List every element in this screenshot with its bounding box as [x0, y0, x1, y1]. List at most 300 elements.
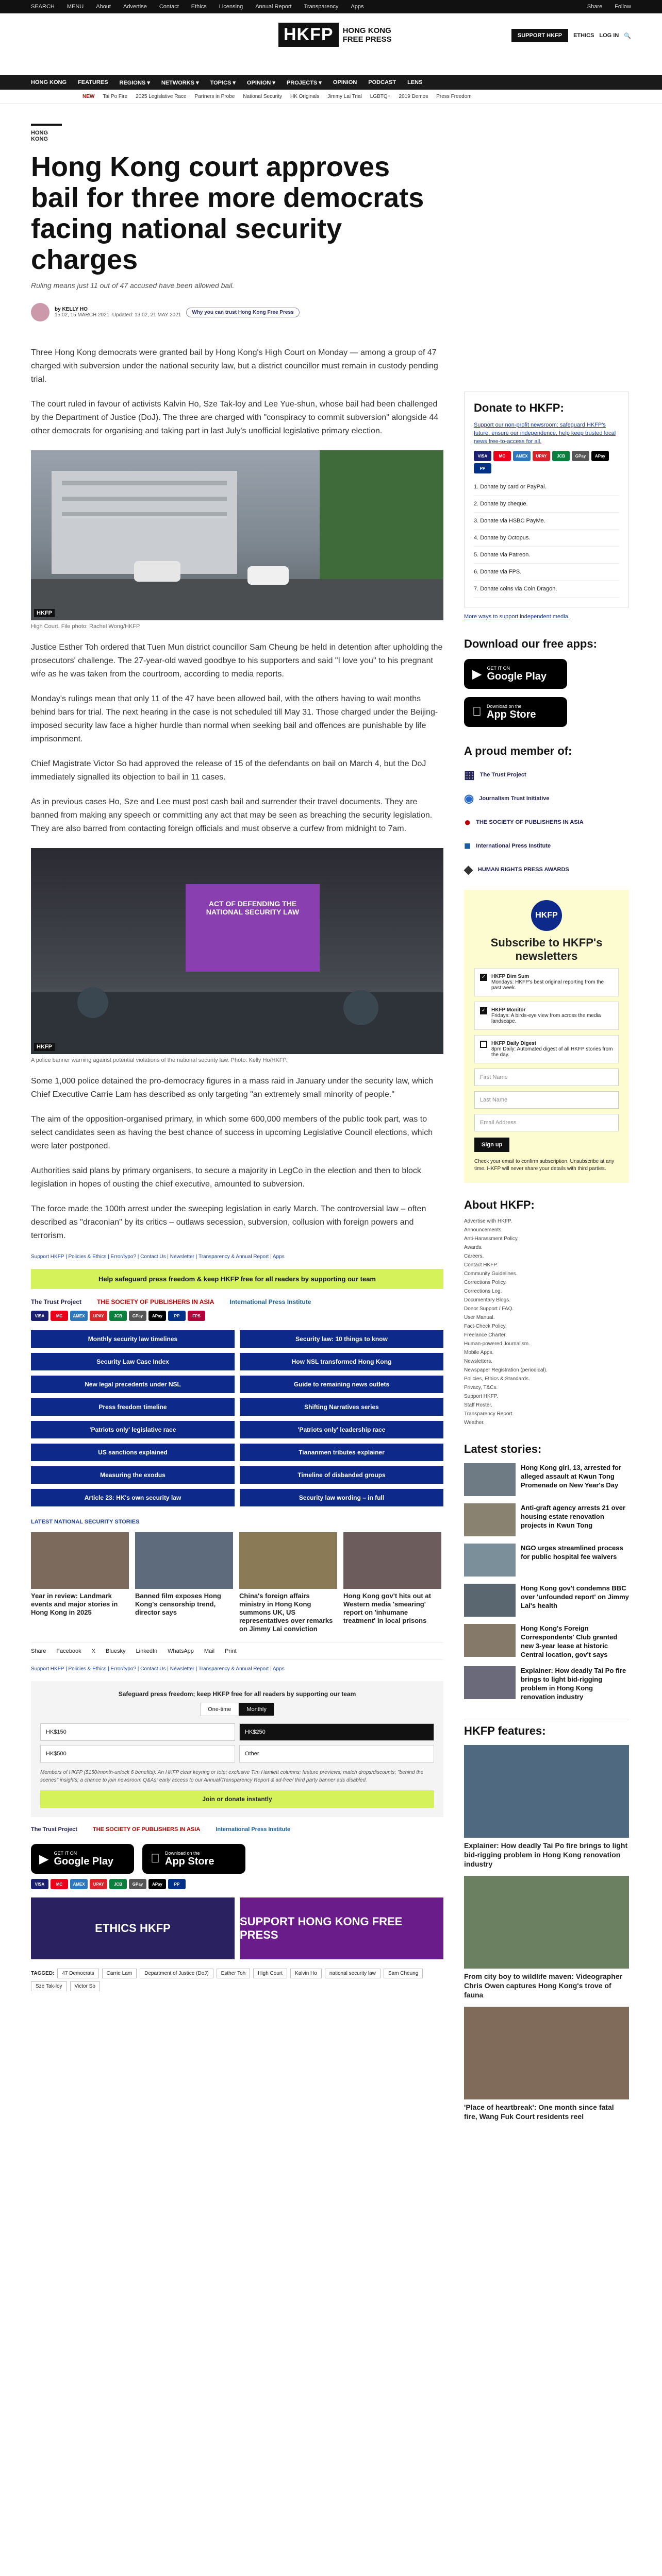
about-link[interactable]: Documentary Blogs. — [464, 1297, 511, 1303]
newsletter-desc: 8pm Daily: Automated digest of all HKFP stories from the day. — [491, 1046, 613, 1058]
share-print[interactable]: Print — [225, 1648, 237, 1654]
about-link[interactable]: Freelance Charter. — [464, 1332, 507, 1338]
mastercard-icon: MC — [51, 1879, 68, 1889]
nav-regions[interactable]: REGIONS ▾ — [119, 79, 150, 86]
publish-date: 15:02, 15 MARCH 2021 — [55, 312, 110, 318]
explainer-button[interactable]: Shifting Narratives series — [240, 1398, 443, 1416]
donate-option[interactable]: 1. Donate by card or PayPal. — [474, 479, 619, 496]
related-heading: LATEST NATIONAL SECURITY STORIES — [31, 1519, 140, 1525]
tag[interactable]: High Court — [253, 1969, 287, 1978]
about-link[interactable]: Newspaper Registration (periodical). — [464, 1367, 548, 1373]
latest-story-title[interactable]: NGO urges streamlined process for public hospital fee waivers — [521, 1544, 623, 1561]
newsletter-title: Subscribe to HKFP's newsletters — [490, 936, 603, 962]
support-green-banner[interactable]: Help safeguard press freedom & keep HKFP free for all readers by supporting our team — [31, 1269, 443, 1289]
donate-widget — [31, 1681, 443, 1817]
email-input[interactable]: Email Address — [474, 1114, 619, 1131]
about-link[interactable]: Transparency Report. — [464, 1411, 514, 1417]
paragraph: Authorities said plans by primary organisers, to secure a majority in LegCo in the election and then to block legislation in hopes of ousting the chief executive, amounted to subversion. — [31, 1166, 421, 1189]
topbar-menu[interactable]: MENU — [67, 4, 84, 10]
tag[interactable]: Sam Cheung — [384, 1969, 423, 1978]
feature-image — [464, 1745, 629, 1838]
amex-icon: AMEX — [70, 1311, 88, 1321]
share-facebook[interactable]: Facebook — [56, 1648, 81, 1654]
subnav-item[interactable]: National Security — [243, 94, 282, 99]
top-utility-bar — [0, 0, 662, 13]
nav-opinion-menu[interactable]: OPINION ▾ — [246, 79, 275, 86]
member-jti[interactable] — [464, 792, 629, 805]
google-play-button[interactable] — [464, 659, 567, 689]
mastercard-icon: MC — [51, 1311, 68, 1321]
checkbox-checked-icon[interactable]: ✓ — [480, 974, 487, 981]
member-label: The Trust Project — [479, 772, 526, 778]
explainer-button[interactable]: New legal precedents under NSL — [31, 1376, 235, 1393]
tag[interactable]: Sze Tak-loy — [31, 1981, 67, 1991]
latest-title: Latest stories: — [464, 1443, 542, 1455]
app-store-small: Download on the — [477, 703, 512, 709]
related-title[interactable]: Year in review: Landmark events and major stories in Hong Kong in 2025 — [31, 1592, 118, 1616]
google-play-icon: ▶ — [39, 1852, 49, 1866]
member-label: THE SOCIETY OF PUBLISHERS IN ASIA — [476, 819, 584, 825]
donate-option[interactable]: 5. Donate via Patreon. — [474, 547, 619, 564]
google-play-big: Google Play — [54, 1855, 114, 1867]
related-card[interactable] — [343, 1532, 441, 1633]
logo-text-line2: FREE PRESS — [342, 35, 392, 44]
member-sopa[interactable] — [464, 816, 629, 829]
explainer-button[interactable]: Article 23: HK's own security law — [31, 1489, 235, 1506]
jcb-icon: JCB — [552, 451, 570, 461]
subnav-item[interactable]: LGBTQ+ — [370, 94, 391, 99]
nav-networks[interactable]: NETWORKS ▾ — [161, 79, 199, 86]
google-pay-icon: GPay — [572, 451, 589, 461]
explainer-button[interactable]: US sanctions explained — [31, 1444, 235, 1461]
about-link[interactable]: Weather. — [464, 1420, 485, 1426]
feature-card[interactable] — [464, 2007, 629, 2121]
first-name-input[interactable]: First Name — [474, 1069, 619, 1086]
feature-title[interactable]: From city boy to wildlife maven: Videographer Chris Owen captures Hong Kong's trove of fauna — [464, 1972, 623, 1999]
photo-illustration — [31, 848, 443, 1054]
logo-mark: HKFP — [278, 23, 339, 47]
topbar-transparency[interactable]: Transparency — [304, 4, 339, 10]
support-hkfp-button[interactable]: SUPPORT HKFP — [511, 29, 568, 42]
explainer-button[interactable]: Security law: 10 things to know — [240, 1330, 443, 1348]
app-store-button[interactable] — [464, 697, 567, 727]
photo-credit-tag: HKFP — [34, 1043, 55, 1051]
paypal-icon: PP — [168, 1311, 186, 1321]
topbar-ethics[interactable]: Ethics — [191, 4, 207, 10]
paragraph: The force made the 100th arrest under the sweeping legislation in early March. The controversial law – often described as "draconian" by its critics – outlaws secession, subversion, collusion with foreign powers and terrorism. — [31, 1205, 426, 1240]
site-logo[interactable] — [278, 23, 392, 47]
hkfp-round-logo: HKFP — [531, 900, 562, 931]
paragraph: Three Hong Kong democrats were granted bail by Hong Kong's High Court on Monday — among a group of 47 charged with subversion under the national security law, but a district councillor must remain in custody pending trial. — [31, 348, 438, 384]
ipi-logo[interactable]: International Press Institute — [216, 1826, 291, 1833]
about-link[interactable]: Mobile Apps. — [464, 1350, 494, 1355]
hrpa-icon: ◆ — [464, 863, 473, 876]
payment-logos-2 — [31, 1879, 443, 1889]
subnav-item[interactable]: 2019 Demos — [399, 94, 428, 99]
explainer-button-grid — [31, 1330, 443, 1506]
latest-thumb — [464, 1624, 516, 1657]
visa-icon: VISA — [31, 1311, 48, 1321]
tag[interactable]: Esther Toh — [217, 1969, 251, 1978]
latest-story-title[interactable]: Explainer: How deadly Tai Po fire brings to light bid-rigging problem in Hong Kong renovation industry — [521, 1667, 626, 1701]
payment-logos — [31, 1311, 443, 1321]
tags-label: TAGGED: — [31, 1971, 55, 1976]
visa-icon: VISA — [474, 451, 491, 461]
jcb-icon: JCB — [109, 1879, 127, 1889]
tag[interactable]: Department of Justice (DoJ) — [140, 1969, 213, 1978]
byline — [31, 303, 443, 321]
google-pay-icon: GPay — [129, 1311, 146, 1321]
member-trust-project[interactable] — [464, 768, 629, 782]
nav-opinion[interactable]: OPINION — [333, 79, 357, 86]
latest-story-title[interactable]: Hong Kong's Foreign Correspondents' Club granted new 3-year lease at historic Central location, gov't says — [521, 1624, 618, 1658]
donate-option[interactable]: 7. Donate coins via Coin Dragon. — [474, 581, 619, 598]
unionpay-icon: UPAY — [90, 1311, 107, 1321]
app-store-big: App Store — [156, 1855, 205, 1867]
feature-title[interactable]: 'Place of heartbreak': One month since fatal fire, Wang Fuk Court residents reel — [464, 2103, 614, 2121]
sopa-icon: ● — [464, 816, 471, 828]
sidebar-payment-logos — [474, 451, 619, 473]
google-play-icon: ▶ — [472, 667, 482, 681]
amount-options — [40, 1723, 434, 1762]
subnav-item[interactable]: Jimmy Lai Trial — [327, 94, 362, 99]
unionpay-icon: UPAY — [90, 1879, 107, 1889]
jcb-icon: JCB — [109, 1311, 127, 1321]
topbar-follow[interactable]: Follow — [615, 4, 631, 10]
latest-thumb — [464, 1503, 516, 1536]
about-link[interactable]: Human-powered Journalism. — [464, 1341, 530, 1347]
ethics-promo-banner[interactable]: ETHICS HKFP — [31, 1897, 235, 1959]
member-logos — [31, 1298, 443, 1306]
paragraph: As in previous cases Ho, Sze and Lee must post cash bail and surrender their travel documents. They are banned from making any speech or committing any act that may be seen as breaching the security legislation. They are also barred from contacting foreign officials and must observe a curfew from midnight to 7am. — [31, 798, 433, 833]
feature-image — [464, 1876, 629, 1969]
sub-nav — [0, 90, 662, 104]
apple-icon — [151, 1852, 160, 1866]
google-play-button[interactable] — [31, 1844, 134, 1874]
donate-text[interactable]: Support our non-profit newsroom: safeguard HKFP's future, ensure our independence, help keep trusted local news free-to-access for all. — [474, 422, 616, 445]
feature-card[interactable] — [464, 1745, 629, 1869]
member-label: International Press Institute — [476, 843, 551, 849]
feature-title[interactable]: Explainer: How deadly Tai Po fire brings to light bid-rigging problem in Hong Kong renovation industry — [464, 1841, 628, 1868]
tag[interactable]: Carrie Lam — [102, 1969, 137, 1978]
latest-story-title[interactable]: Hong Kong girl, 13, arrested for alleged assault at Kwun Tong Promenade on New Year's Day — [521, 1464, 622, 1489]
latest-story[interactable] — [464, 1624, 629, 1659]
logo-text — [343, 26, 392, 44]
author-name[interactable]: by KELLY HO — [55, 307, 88, 312]
newsletter-option[interactable] — [474, 1035, 619, 1063]
topbar-about[interactable]: About — [96, 4, 111, 10]
donate-option[interactable]: 2. Donate by cheque. — [474, 496, 619, 513]
explainer-button[interactable]: Guide to remaining news outlets — [240, 1376, 443, 1393]
latest-story[interactable] — [464, 1584, 629, 1617]
share-label: Share — [31, 1648, 46, 1654]
latest-thumb — [464, 1463, 516, 1496]
donate-title: Donate to HKFP: — [474, 401, 564, 414]
share-bar — [31, 1642, 443, 1660]
about-link[interactable]: Fact-Check Policy. — [464, 1324, 507, 1329]
frequency-tabs — [40, 1703, 434, 1716]
related-stories — [31, 1532, 443, 1633]
member-logos-2 — [31, 1826, 443, 1833]
google-play-small: GET IT ON — [487, 665, 510, 671]
member-hrpa[interactable] — [464, 863, 629, 876]
about-link[interactable]: Community Guidelines. — [464, 1271, 518, 1277]
amount-option[interactable]: HK$500 — [40, 1745, 235, 1762]
paragraph: Justice Esther Toh ordered that Tuen Mun district councillor Sam Cheung be held in detention after upholding the prosecutors' challenge. The 27-year-old waved goodbye to his supporters and said "I love you" to his pregnant wife as he was taken from the courtroom, according to media reports. — [31, 643, 443, 679]
topbar-annual-report[interactable]: Annual Report — [255, 4, 292, 10]
apple-pay-icon: APay — [148, 1879, 166, 1889]
support-links[interactable]: Support HKFP | Policies & Ethics | Error/typo? | Contact Us | Newsletter | Transparency & Annual Report | Apps — [31, 1254, 285, 1260]
sidebar — [464, 392, 629, 2121]
explainer-button[interactable]: 'Patriots only' legislative race — [31, 1421, 235, 1438]
latest-story-title[interactable]: Hong Kong gov't condemns BBC over 'unfounded report' on Jimmy Lai's health — [521, 1584, 629, 1609]
trust-project-logo[interactable]: The Trust Project — [31, 1298, 82, 1306]
about-link[interactable]: Anti-Harassment Policy. — [464, 1236, 519, 1242]
about-link[interactable]: Newsletters. — [464, 1359, 493, 1364]
about-link[interactable]: Advertise with HKFP. — [464, 1218, 512, 1224]
related-card[interactable] — [135, 1532, 233, 1633]
about-link[interactable]: Corrections Policy. — [464, 1280, 507, 1285]
explainer-button[interactable]: 'Patriots only' leadership race — [240, 1421, 443, 1438]
nav-projects[interactable]: PROJECTS ▾ — [286, 79, 322, 86]
about-link[interactable]: Corrections Log. — [464, 1289, 502, 1294]
about-link[interactable]: User Manual. — [464, 1315, 495, 1320]
article — [31, 124, 443, 1991]
newsletter-name: HKFP Monitor — [491, 1007, 526, 1013]
member-benefits-note: Members of HKFP ($150/month-unlock 6 benefits): An HKFP clear keyring or tote; exclusive Tim Hamlett columns; feature previews; match drops/discounts; "behind the scenes" insights; a chance to join newsroom Q&As; early access to our Annual/Transparency Report & ad-free/ third party banner ads disabled. — [40, 1770, 424, 1783]
about-link[interactable]: Awards. — [464, 1245, 483, 1250]
app-store-big: App Store — [477, 708, 527, 720]
about-list — [464, 1217, 629, 1427]
subnav-item[interactable]: HK Originals — [290, 94, 320, 99]
google-play-small: GET IT ON — [54, 1850, 77, 1856]
article-title: Hong Kong court approves bail for three more democrats facing national security charges — [31, 151, 424, 275]
explainer-button[interactable]: How NSL transformed Hong Kong — [240, 1353, 443, 1370]
signup-button[interactable]: Sign up — [474, 1138, 509, 1152]
nav-topics[interactable]: TOPICS ▾ — [210, 79, 236, 86]
paypal-icon: PP — [168, 1879, 186, 1889]
about-link[interactable]: Staff Roster. — [464, 1402, 492, 1408]
tag[interactable]: national security law — [325, 1969, 380, 1978]
updated-date: Updated: 13:02, 21 MAY 2021 — [112, 312, 181, 318]
support-links-2[interactable]: Support HKFP | Policies & Ethics | Error/typo? | Contact Us | Newsletter | Transparency & Annual Report | Apps — [31, 1666, 285, 1672]
amount-option-selected[interactable]: HK$250 — [239, 1723, 434, 1741]
article-photo-high-court — [31, 450, 443, 620]
jti-icon: ◉ — [464, 792, 474, 805]
about-link[interactable]: Support HKFP. — [464, 1394, 498, 1399]
donate-option[interactable]: 3. Donate via HSBC PayMe. — [474, 513, 619, 530]
article-kicker[interactable]: HONG KONG — [31, 124, 62, 142]
newsletter-name: HKFP Daily Digest — [491, 1041, 537, 1046]
topbar-share[interactable]: Share — [587, 4, 603, 10]
paypal-icon: PP — [474, 463, 491, 473]
photo-credit-tag: HKFP — [34, 609, 55, 617]
tag[interactable]: Victor So — [70, 1981, 100, 1991]
app-store-buttons — [31, 1836, 443, 1874]
unionpay-icon: UPAY — [533, 451, 550, 461]
support-promo-banner[interactable]: SUPPORT HONG KONG FREE PRESS — [240, 1897, 443, 1959]
latest-thumb — [464, 1584, 516, 1617]
explainer-button[interactable]: Security Law Case Index — [31, 1353, 235, 1370]
amount-option-other[interactable]: Other — [239, 1745, 434, 1762]
latest-story[interactable] — [464, 1463, 629, 1496]
amex-icon: AMEX — [70, 1879, 88, 1889]
explainer-button[interactable]: Security law wording – in full — [240, 1489, 443, 1506]
logo-text-line1: HONG KONG — [342, 26, 391, 35]
article-standfirst: Ruling means just 11 out of 47 accused have been allowed bail. — [31, 281, 235, 290]
apps-title: Download our free apps: — [464, 637, 597, 650]
search-icon[interactable]: 🔍 — [624, 32, 631, 39]
related-card[interactable] — [31, 1532, 129, 1633]
tag[interactable]: 47 Democrats — [57, 1969, 98, 1978]
author-avatar — [31, 303, 49, 321]
tab-monthly[interactable]: Monthly — [239, 1703, 274, 1716]
related-title[interactable]: Hong Kong gov't hits out at Western media 'smearing' report on 'inhumane treatment' in local prisons — [343, 1592, 431, 1624]
google-pay-icon: GPay — [129, 1879, 146, 1889]
explainer-button[interactable]: Tiananmen tributes explainer — [240, 1444, 443, 1461]
paragraph: Monday's rulings mean that only 11 of the 47 have been allowed bail, with the others having to wait months behind bars for trial. The next hearing in the case is not scheduled till May 31. Those charged under the Beijing-imposed security law face a higher hurdle than normal when seeking bail and offences are punishable by life imprisonment. — [31, 694, 438, 743]
share-linkedin[interactable]: LinkedIn — [136, 1648, 158, 1654]
latest-story[interactable] — [464, 1503, 629, 1536]
amex-icon: AMEX — [513, 451, 531, 461]
trust-project-logo[interactable]: The Trust Project — [31, 1826, 77, 1833]
latest-thumb — [464, 1666, 516, 1699]
more-ways-link[interactable]: More ways to support independent media. — [464, 614, 570, 620]
related-card[interactable] — [239, 1532, 337, 1633]
about-link[interactable]: Donor Support / FAQ. — [464, 1306, 514, 1312]
subnav-item[interactable]: 2025 Legislative Race — [136, 94, 187, 99]
related-image — [135, 1532, 233, 1589]
topbar-licensing[interactable]: Licensing — [219, 4, 243, 10]
about-link[interactable]: Policies, Ethics & Standards. — [464, 1376, 530, 1382]
nav-features[interactable]: FEATURES — [78, 79, 108, 86]
topbar-contact[interactable]: Contact — [159, 4, 179, 10]
tag[interactable]: Kalvin Ho — [290, 1969, 322, 1978]
related-image — [343, 1532, 441, 1589]
trust-pill-link[interactable]: Why you can trust Hong Kong Free Press — [186, 308, 299, 317]
newsletter-desc: Mondays: HKFP's best original reporting from the past week. — [491, 979, 604, 991]
tab-one-time[interactable]: One-time — [200, 1703, 239, 1716]
masthead-actions — [511, 29, 631, 42]
newsletter-option[interactable] — [474, 968, 619, 996]
paragraph: The aim of the opposition-organised primary, in which some 600,000 members of the public took part, was to select candidates seen as having the best chance of success in upcoming Legislative Council elections, which were later postponed. — [31, 1115, 433, 1150]
amount-option[interactable]: HK$150 — [40, 1723, 235, 1741]
about-link[interactable]: Contact HKFP. — [464, 1262, 498, 1268]
share-whatsapp[interactable]: WhatsApp — [168, 1648, 194, 1654]
paragraph: Chief Magistrate Victor So had approved the release of 15 of the defendants on bail on March 4, but the DoJ immediately signalled its objection to bail in 11 cases. — [31, 759, 426, 782]
apple-pay-icon: APay — [148, 1311, 166, 1321]
last-name-input[interactable]: Last Name — [474, 1091, 619, 1109]
topbar-search[interactable]: SEARCH — [31, 4, 55, 10]
app-store-button[interactable] — [142, 1844, 245, 1874]
related-image — [31, 1532, 129, 1589]
donate-option[interactable]: 6. Donate via FPS. — [474, 564, 619, 581]
article-photo-banner — [31, 848, 443, 1054]
share-x[interactable]: X — [91, 1648, 96, 1654]
newsletter-desc: Fridays: A birds-eye view from across the media landscape. — [491, 1013, 601, 1024]
about-link[interactable]: Announcements. — [464, 1227, 503, 1233]
ipi-logo[interactable]: International Press Institute — [229, 1298, 311, 1306]
donate-widget-heading: Safeguard press freedom; keep HKFP free for all readers by supporting our team — [118, 1690, 356, 1698]
topbar-advertise[interactable]: Advertise — [123, 4, 147, 10]
subnav-item[interactable]: Partners in Probe — [194, 94, 235, 99]
related-title[interactable]: China's foreign affairs ministry in Hong Kong summons UK, US representatives over remarks on Jimmy Lai conviction — [239, 1592, 333, 1633]
member-ipi[interactable] — [464, 839, 629, 853]
subnav-item[interactable]: Press Freedom — [436, 94, 472, 99]
about-link[interactable]: Careers. — [464, 1253, 484, 1259]
explainer-button[interactable]: Monthly security law timelines — [31, 1330, 235, 1348]
explainer-button[interactable]: Measuring the exodus — [31, 1466, 235, 1484]
photo-caption: High Court. File photo: Rachel Wong/HKFP. — [31, 623, 141, 630]
new-badge: NEW — [82, 94, 95, 99]
checkbox-checked-icon[interactable]: ✓ — [480, 1007, 487, 1014]
donate-box — [464, 392, 629, 607]
ethics-link[interactable]: ETHICS — [573, 32, 594, 39]
about-title: About HKFP: — [464, 1198, 535, 1211]
latest-story-title[interactable]: Anti-graft agency arrests 21 over housing estate renovation projects in Kwun Tong — [521, 1504, 626, 1529]
join-donate-button[interactable]: Join or donate instantly — [40, 1790, 434, 1808]
apple-icon — [472, 705, 482, 719]
banner-text: ACT OF DEFENDING THE NATIONAL SECURITY LAW — [206, 900, 300, 916]
sopa-logo[interactable]: THE SOCIETY OF PUBLISHERS IN ASIA — [97, 1298, 214, 1306]
member-label: Journalism Trust Initiative — [479, 795, 550, 802]
promo-banners — [31, 1897, 443, 1959]
masthead — [0, 13, 662, 75]
features-title: HKFP features: — [464, 1719, 629, 1738]
latest-thumb — [464, 1544, 516, 1577]
share-bluesky[interactable]: Bluesky — [106, 1648, 126, 1654]
newsletter-option[interactable] — [474, 1002, 619, 1030]
photo-illustration — [31, 450, 443, 620]
sopa-logo[interactable]: THE SOCIETY OF PUBLISHERS IN ASIA — [92, 1826, 201, 1833]
visa-icon: VISA — [31, 1879, 48, 1889]
related-image — [239, 1532, 337, 1589]
newsletter-note: Check your email to confirm subscription. Unsubscribe at any time. HKFP will never share your details with third parties. — [474, 1159, 615, 1172]
fps-icon: FPS — [188, 1311, 205, 1321]
newsletter-box — [464, 890, 629, 1183]
subnav-item[interactable]: Tai Po Fire — [103, 94, 128, 99]
nav-hong-kong[interactable]: HONG KONG — [31, 79, 67, 86]
topbar-apps[interactable]: Apps — [351, 4, 364, 10]
nav-lens[interactable]: LENS — [407, 79, 423, 86]
app-store-small: Download on the — [156, 1850, 191, 1856]
checkbox-unchecked-icon[interactable] — [480, 1041, 487, 1048]
newsletter-name: HKFP Dim Sum — [491, 974, 529, 979]
explainer-button[interactable]: Timeline of disbanded groups — [240, 1466, 443, 1484]
feature-image — [464, 2007, 629, 2099]
login-link[interactable]: LOG IN — [599, 32, 619, 39]
latest-story[interactable] — [464, 1544, 629, 1577]
share-mail[interactable]: Mail — [204, 1648, 215, 1654]
donate-option[interactable]: 4. Donate by Octopus. — [474, 530, 619, 547]
tag-list — [31, 1969, 443, 1991]
main-nav — [0, 75, 662, 90]
mastercard-icon: MC — [493, 451, 511, 461]
nav-podcast[interactable]: PODCAST — [368, 79, 396, 86]
member-title: A proud member of: — [464, 744, 572, 757]
explainer-button[interactable]: Press freedom timeline — [31, 1398, 235, 1416]
related-title[interactable]: Banned film exposes Hong Kong's censorship trend, director says — [135, 1592, 221, 1616]
paragraph: Some 1,000 police detained the pro-democracy figures in a mass raid in January under the security law, which Chief Executive Carrie Lam has described as only targeting "an extremely small minority of people." — [31, 1077, 433, 1099]
member-label: HUMAN RIGHTS PRESS AWARDS — [477, 867, 569, 873]
about-link[interactable]: Privacy, T&Cs. — [464, 1385, 498, 1391]
feature-card[interactable] — [464, 1876, 629, 1999]
photo-caption: A police banner warning against potential violations of the national security law. Photo: Kelly Ho/HKFP. — [31, 1057, 288, 1063]
ipi-icon: ■ — [464, 839, 471, 852]
paragraph: The court ruled in favour of activists Kalvin Ho, Sze Tak-loy and Lee Yue-shun, whose bail had been challenged by the Department of Justice (DoJ). The three are charged with "conspiracy to commit subversion" alongside 44 other democrats for organising and taking part in last July's unofficial legislative primary election. — [31, 400, 439, 435]
apple-pay-icon: APay — [591, 451, 609, 461]
latest-story[interactable] — [464, 1666, 629, 1701]
